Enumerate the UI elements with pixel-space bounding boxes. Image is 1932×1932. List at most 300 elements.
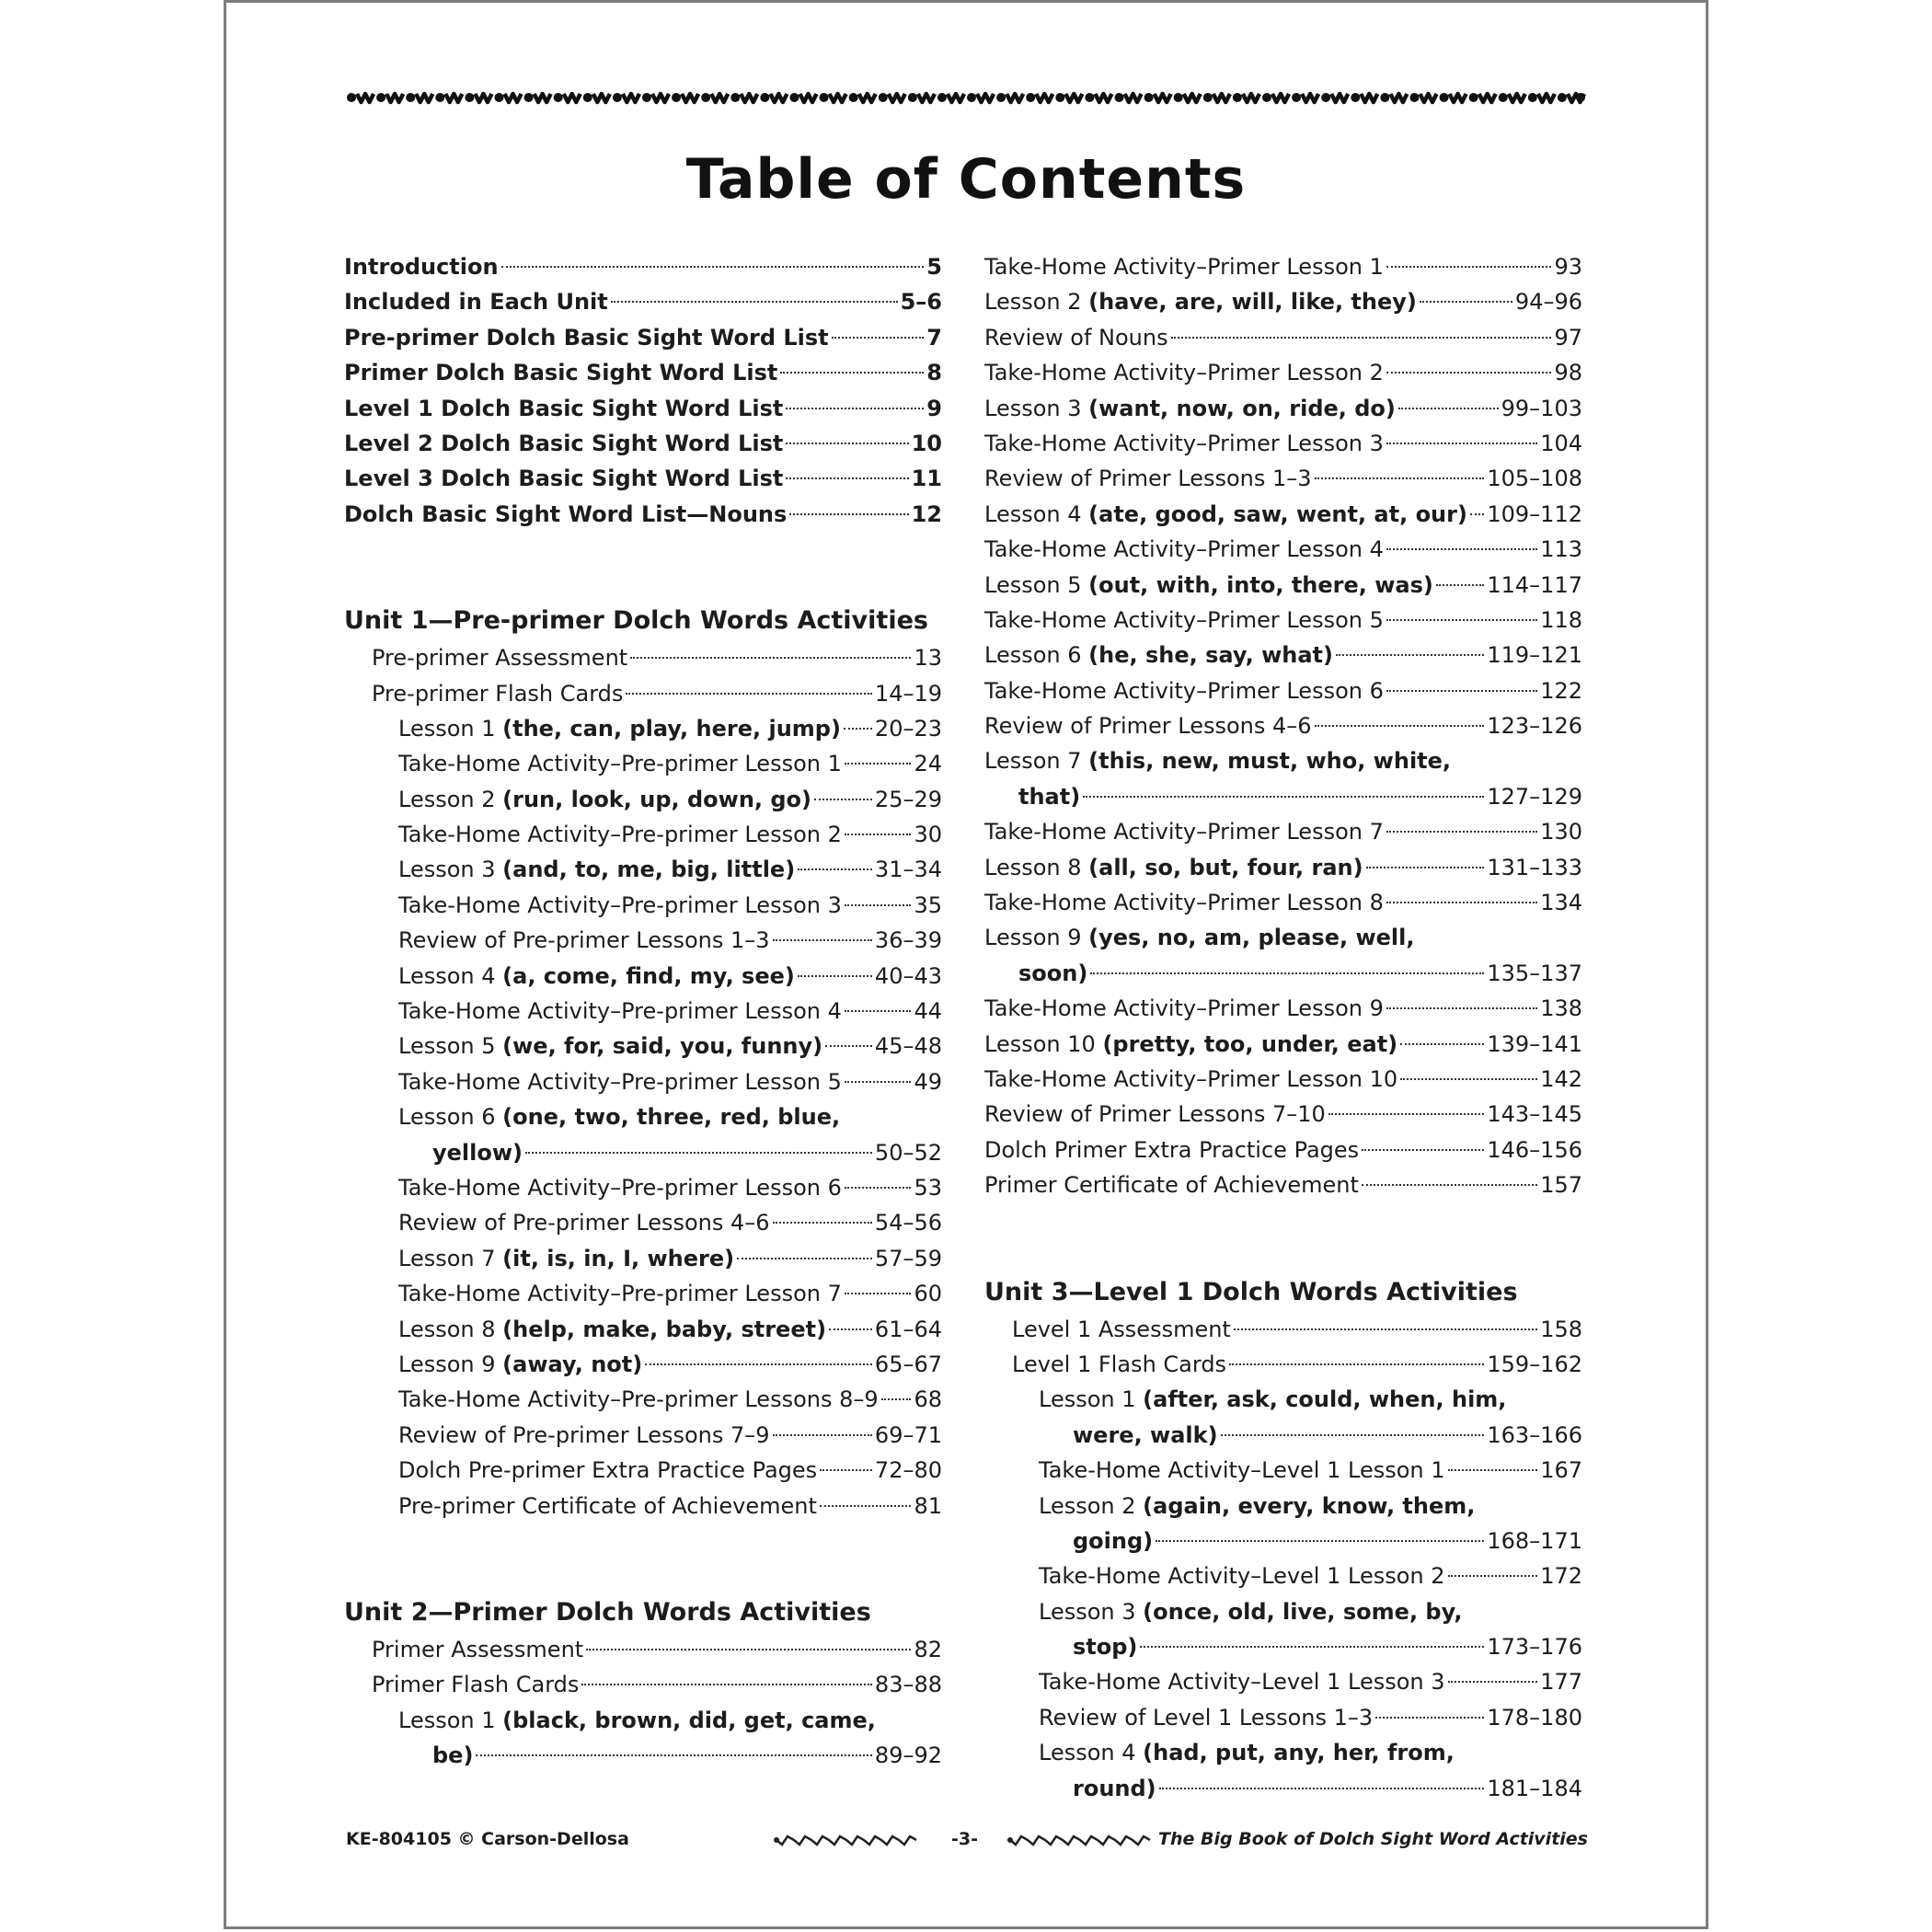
dot-leader bbox=[845, 1081, 912, 1083]
toc-page-number: 8 bbox=[926, 360, 942, 386]
toc-entry-title: Level 1 Dolch Basic Sight Word List bbox=[344, 395, 784, 421]
toc-entry-title: Lesson 6 bbox=[984, 642, 1082, 669]
dot-leader bbox=[1436, 584, 1485, 586]
toc-entry-sight-words: (and, to, me, big, little) bbox=[502, 857, 796, 883]
toc-entry-sight-words: round) bbox=[1073, 1775, 1156, 1801]
footer-page-number: -3- bbox=[951, 1829, 978, 1849]
dot-leader bbox=[630, 657, 911, 659]
dot-leader bbox=[844, 728, 872, 730]
toc-page-number: 5–6 bbox=[900, 289, 942, 316]
dot-leader bbox=[1470, 513, 1484, 515]
toc-page-number: 135–137 bbox=[1487, 960, 1582, 986]
toc-entry-label bbox=[398, 1382, 879, 1417]
toc-entry-title: Primer Assessment bbox=[372, 1636, 584, 1662]
toc-entry bbox=[984, 991, 1582, 1026]
toc-entry-title: Review of Pre-primer Lessons 4–6 bbox=[398, 1210, 770, 1236]
toc-entry-label bbox=[398, 923, 770, 958]
toc-entry bbox=[984, 1347, 1582, 1382]
dot-leader bbox=[798, 975, 872, 977]
toc-entry bbox=[344, 320, 942, 355]
toc-entry-sight-words: (the, can, play, here, jump) bbox=[502, 715, 841, 742]
toc-entry-label bbox=[984, 1027, 1397, 1062]
dot-leader bbox=[1083, 796, 1484, 798]
toc-entry bbox=[984, 391, 1582, 426]
toc-entry bbox=[984, 1167, 1582, 1202]
toc-entry bbox=[344, 461, 942, 496]
toc-entry-sight-words: (pretty, too, under, eat) bbox=[1102, 1030, 1398, 1057]
toc-entry-title: Lesson 1 bbox=[398, 1707, 496, 1733]
toc-entry-title: Pre-primer Dolch Basic Sight Word List bbox=[344, 324, 829, 351]
toc-entry-label bbox=[984, 461, 1312, 496]
toc-entry-title: Take-Home Activity–Pre-primer Lesson 6 bbox=[398, 1174, 842, 1201]
toc-page-number: 181–184 bbox=[1487, 1775, 1582, 1801]
toc-entry bbox=[344, 640, 942, 675]
toc-page-number: 138 bbox=[1540, 995, 1582, 1022]
toc-entry-label bbox=[1018, 779, 1080, 814]
toc-page-number: 139–141 bbox=[1487, 1030, 1582, 1057]
toc-entry-label bbox=[1039, 1700, 1373, 1735]
toc-entry bbox=[344, 1738, 942, 1773]
toc-entry-label bbox=[398, 1241, 734, 1276]
toc-entry-title: Lesson 1 bbox=[1039, 1386, 1136, 1413]
toc-entry bbox=[344, 1347, 942, 1382]
dot-leader bbox=[820, 1505, 912, 1507]
toc-entry bbox=[984, 497, 1582, 532]
toc-entry-label bbox=[398, 1170, 842, 1205]
toc-entry-title: Lesson 5 bbox=[398, 1033, 496, 1060]
dot-leader bbox=[786, 408, 924, 409]
page-footer bbox=[346, 1825, 1588, 1857]
toc-entry bbox=[984, 779, 1582, 814]
toc-page-number: 94–96 bbox=[1514, 289, 1582, 316]
toc-entry-title: Take-Home Activity–Pre-primer Lesson 1 bbox=[398, 751, 842, 777]
toc-page-number: 163–166 bbox=[1487, 1421, 1582, 1448]
toc-entry-title: Lesson 3 bbox=[398, 857, 496, 883]
dot-leader bbox=[1362, 1149, 1484, 1151]
toc-page-number: 177 bbox=[1540, 1669, 1582, 1696]
toc-entry-label bbox=[984, 1133, 1359, 1167]
toc-entry-label bbox=[984, 320, 1168, 355]
toc-entry-label bbox=[344, 249, 499, 284]
toc-entry-title: Primer Certificate of Achievement bbox=[984, 1172, 1359, 1199]
toc-entry-label bbox=[1018, 956, 1087, 991]
toc-entry-title: Dolch Pre-primer Extra Practice Pages bbox=[398, 1457, 818, 1484]
toc-entry bbox=[984, 1558, 1582, 1593]
toc-page-number: 5 bbox=[926, 254, 942, 280]
toc-entry bbox=[984, 249, 1582, 284]
toc-entry-title: Lesson 7 bbox=[984, 748, 1082, 775]
toc-page-number: 10 bbox=[911, 430, 942, 456]
toc-entry-label bbox=[398, 1099, 840, 1134]
toc-page-number: 122 bbox=[1540, 677, 1582, 704]
toc-entry-title: Level 2 Dolch Basic Sight Word List bbox=[344, 430, 784, 456]
toc-page-number: 53 bbox=[914, 1174, 942, 1201]
toc-entry bbox=[344, 1667, 942, 1702]
toc-page-number: 14–19 bbox=[874, 680, 942, 707]
toc-entry-label bbox=[984, 497, 1467, 532]
toc-page-number: 7 bbox=[926, 324, 942, 351]
toc-entry bbox=[984, 1027, 1582, 1062]
toc-entry bbox=[984, 1062, 1582, 1097]
toc-entry bbox=[984, 673, 1582, 708]
toc-page-number: 168–171 bbox=[1487, 1527, 1582, 1554]
dot-leader bbox=[1375, 1717, 1484, 1719]
toc-entry bbox=[984, 426, 1582, 461]
dot-leader bbox=[1386, 690, 1537, 692]
toc-entry-title: Primer Flash Cards bbox=[372, 1672, 580, 1698]
toc-entry-label bbox=[984, 708, 1312, 743]
toc-entry-title: Level 1 Flash Cards bbox=[1012, 1351, 1227, 1377]
dot-leader bbox=[586, 1649, 911, 1650]
toc-entry-title: Lesson 4 bbox=[1039, 1740, 1136, 1766]
dot-leader bbox=[1386, 619, 1537, 621]
toc-entry-label bbox=[432, 1738, 473, 1773]
toc-page-number: 105–108 bbox=[1487, 466, 1582, 492]
toc-entry-sight-words: (it, is, in, I, where) bbox=[502, 1245, 735, 1271]
toc-page-number: 143–145 bbox=[1487, 1101, 1582, 1128]
toc-entry-title: Take-Home Activity–Pre-primer Lesson 5 bbox=[398, 1068, 842, 1095]
toc-entry-label bbox=[398, 746, 842, 781]
toc-entry-label bbox=[398, 1489, 817, 1524]
dot-leader bbox=[1140, 1646, 1484, 1648]
toc-entry bbox=[984, 1700, 1582, 1735]
toc-entry bbox=[984, 920, 1582, 955]
toc-entry-title: Pre-primer Assessment bbox=[372, 645, 628, 672]
dot-leader bbox=[737, 1258, 872, 1259]
footer-ornament-left bbox=[773, 1831, 920, 1849]
toc-entry-title: Lesson 1 bbox=[398, 715, 496, 742]
toc-entry-label bbox=[984, 850, 1363, 885]
toc-entry bbox=[344, 426, 942, 461]
toc-entry-label bbox=[398, 1064, 842, 1099]
toc-entry bbox=[344, 1276, 942, 1311]
toc-entry bbox=[344, 284, 942, 319]
toc-entry-label bbox=[984, 568, 1433, 603]
toc-entry-label bbox=[344, 461, 783, 496]
toc-page-number: 104 bbox=[1540, 430, 1582, 456]
toc-right-column bbox=[984, 249, 1582, 1806]
toc-entry-label bbox=[1073, 1418, 1218, 1453]
dot-leader bbox=[1386, 443, 1537, 444]
toc-entry-title: Level 3 Dolch Basic Sight Word List bbox=[344, 466, 784, 492]
dot-leader bbox=[789, 513, 908, 515]
dot-leader bbox=[1386, 266, 1552, 268]
toc-entry-label bbox=[398, 1029, 822, 1064]
toc-entry-label bbox=[1039, 1735, 1455, 1770]
toc-page-number: 82 bbox=[914, 1636, 942, 1662]
toc-entry bbox=[984, 814, 1582, 849]
toc-entry-title: Take-Home Activity–Primer Lesson 1 bbox=[984, 254, 1384, 280]
toc-entry-label bbox=[398, 1453, 817, 1488]
toc-entry bbox=[344, 1632, 942, 1667]
dot-leader bbox=[820, 1469, 872, 1471]
toc-entry bbox=[344, 1205, 942, 1240]
toc-page-number: 12 bbox=[911, 500, 942, 527]
toc-entry-label bbox=[1012, 1347, 1226, 1382]
toc-entry bbox=[984, 1489, 1582, 1524]
dot-leader bbox=[780, 372, 924, 374]
toc-entry bbox=[344, 1170, 942, 1205]
toc-entry-label bbox=[984, 391, 1396, 426]
front-matter-list bbox=[344, 249, 942, 532]
toc-page-number: 20–23 bbox=[874, 715, 942, 742]
toc-entry-sight-words: be) bbox=[432, 1742, 474, 1769]
toc-entry-sight-words: (once, old, live, some, by, bbox=[1143, 1598, 1463, 1625]
dot-leader bbox=[845, 834, 912, 835]
toc-page-number: 83–88 bbox=[874, 1672, 942, 1698]
dot-leader bbox=[1386, 902, 1537, 903]
toc-page-number: 36–39 bbox=[874, 927, 942, 954]
toc-entry bbox=[344, 994, 942, 1029]
toc-entry-title: Lesson 8 bbox=[398, 1316, 496, 1342]
dot-leader bbox=[1336, 654, 1484, 656]
toc-page-number: 157 bbox=[1540, 1172, 1582, 1199]
toc-entry-title: Take-Home Activity–Pre-primer Lesson 4 bbox=[398, 998, 842, 1025]
toc-entry bbox=[984, 568, 1582, 603]
unit-2-list bbox=[344, 1632, 942, 1774]
toc-page-number: 31–34 bbox=[874, 857, 942, 883]
toc-entry bbox=[344, 1453, 942, 1488]
toc-page-number: 114–117 bbox=[1487, 571, 1582, 598]
dot-leader bbox=[773, 1222, 872, 1224]
toc-page-number: 13 bbox=[914, 645, 942, 672]
toc-entry bbox=[344, 1029, 942, 1064]
toc-entry-sight-words: (he, she, say, what) bbox=[1088, 642, 1333, 669]
toc-page-number: 65–67 bbox=[874, 1351, 942, 1377]
toc-entry-label bbox=[398, 888, 842, 923]
toc-entry-title: Take-Home Activity–Level 1 Lesson 3 bbox=[1039, 1669, 1445, 1696]
toc-entry-title: Take-Home Activity–Primer Lesson 7 bbox=[984, 819, 1384, 845]
dot-leader bbox=[1362, 1184, 1537, 1186]
toc-entry-label bbox=[984, 532, 1384, 567]
toc-page-number: 167 bbox=[1540, 1457, 1582, 1484]
toc-entry bbox=[344, 355, 942, 390]
dot-leader bbox=[814, 799, 872, 800]
toc-entry-label bbox=[398, 994, 842, 1029]
toc-entry-sight-words: (black, brown, did, get, came, bbox=[502, 1707, 876, 1733]
toc-entry-label bbox=[398, 711, 841, 746]
toc-page-number: 109–112 bbox=[1487, 500, 1582, 527]
dot-leader bbox=[501, 266, 925, 268]
toc-entry-sight-words: yellow) bbox=[432, 1139, 523, 1166]
toc-page-number: 127–129 bbox=[1487, 783, 1582, 810]
toc-entry-label bbox=[1039, 1664, 1445, 1699]
toc-entry bbox=[344, 497, 942, 532]
toc-entry-title: Lesson 9 bbox=[984, 925, 1082, 951]
footer-book-title: The Big Book of Dolch Sight Word Activities bbox=[1158, 1829, 1588, 1849]
toc-entry-title: Take-Home Activity–Primer Lesson 9 bbox=[984, 995, 1384, 1022]
toc-entry bbox=[984, 956, 1582, 991]
toc-page-number: 45–48 bbox=[874, 1033, 942, 1060]
toc-entry-title: Take-Home Activity–Primer Lesson 5 bbox=[984, 606, 1384, 633]
toc-entry-title: Dolch Basic Sight Word List—Nouns bbox=[344, 500, 788, 527]
toc-entry-label bbox=[984, 249, 1384, 284]
toc-entry-label bbox=[344, 391, 783, 426]
toc-page-number: 158 bbox=[1540, 1316, 1582, 1342]
dot-leader bbox=[1420, 301, 1512, 303]
toc-entry-sight-words: (ate, good, saw, went, at, our) bbox=[1088, 500, 1467, 527]
toc-entry bbox=[984, 1382, 1582, 1417]
toc-entry-title: Review of Pre-primer Lessons 1–3 bbox=[398, 927, 770, 954]
toc-page-number: 142 bbox=[1540, 1065, 1582, 1092]
toc-entry bbox=[984, 638, 1582, 673]
dot-leader bbox=[581, 1684, 872, 1685]
toc-entry bbox=[984, 1453, 1582, 1488]
dot-leader bbox=[825, 1045, 872, 1047]
unit-3-heading: Unit 3—Level 1 Dolch Words Activities bbox=[984, 1277, 1518, 1306]
footer-product-code: KE-804105 © Carson-Dellosa bbox=[346, 1829, 629, 1849]
toc-entry-label bbox=[984, 1062, 1397, 1097]
toc-page-number: 97 bbox=[1554, 324, 1582, 351]
toc-page-number: 54–56 bbox=[874, 1210, 942, 1236]
toc-entry bbox=[344, 1099, 942, 1134]
toc-entry-label bbox=[398, 817, 842, 852]
toc-entry bbox=[984, 1312, 1582, 1347]
toc-entry-sight-words: (after, ask, could, when, him, bbox=[1143, 1386, 1507, 1413]
toc-entry-sight-words: (had, put, any, her, from, bbox=[1143, 1740, 1455, 1766]
toc-entry bbox=[984, 603, 1582, 638]
toc-page-number: 118 bbox=[1540, 606, 1582, 633]
toc-entry-title: Lesson 6 bbox=[398, 1104, 496, 1131]
toc-entry bbox=[984, 1629, 1582, 1664]
toc-entry-label bbox=[984, 673, 1384, 708]
toc-page-number: 11 bbox=[911, 466, 942, 492]
dot-leader bbox=[1398, 408, 1499, 409]
toc-entry-label bbox=[372, 640, 627, 675]
toc-entry bbox=[344, 1064, 942, 1099]
toc-entry-label bbox=[984, 426, 1384, 461]
toc-entry-title: Take-Home Activity–Primer Lesson 10 bbox=[984, 1065, 1398, 1092]
toc-entry-title: Lesson 5 bbox=[984, 571, 1082, 598]
toc-page-number: 40–43 bbox=[874, 962, 942, 989]
toc-page-number: 123–126 bbox=[1487, 713, 1582, 740]
toc-entry-label bbox=[344, 497, 787, 532]
unit-2-heading: Unit 2—Primer Dolch Words Activities bbox=[344, 1597, 871, 1627]
unit-2-continued-list bbox=[984, 249, 1582, 1203]
toc-entry-title: Lesson 4 bbox=[398, 962, 496, 989]
toc-entry-title: Take-Home Activity–Pre-primer Lessons 8–9 bbox=[398, 1386, 879, 1413]
toc-entry-label bbox=[344, 320, 829, 355]
dot-leader bbox=[829, 1328, 872, 1330]
toc-entry-label bbox=[398, 1347, 642, 1382]
toc-page-number: 61–64 bbox=[874, 1316, 942, 1342]
toc-entry bbox=[344, 852, 942, 887]
toc-entry-title: Take-Home Activity–Primer Lesson 6 bbox=[984, 677, 1384, 704]
toc-entry-label bbox=[344, 284, 608, 319]
toc-entry-label bbox=[398, 1276, 842, 1311]
toc-entry-label bbox=[398, 959, 795, 994]
dot-leader bbox=[845, 1187, 912, 1189]
toc-entry-label bbox=[398, 1703, 876, 1738]
footer-ornament-right bbox=[1006, 1831, 1154, 1849]
toc-entry bbox=[984, 1524, 1582, 1558]
toc-entry bbox=[984, 1418, 1582, 1453]
dot-leader bbox=[476, 1754, 871, 1756]
toc-entry bbox=[984, 532, 1582, 567]
toc-entry-sight-words: (help, make, baby, street) bbox=[502, 1316, 827, 1342]
toc-entry bbox=[344, 1703, 942, 1738]
dot-leader bbox=[1386, 831, 1537, 833]
toc-entry bbox=[344, 391, 942, 426]
unit-1-list bbox=[344, 640, 942, 1524]
toc-entry-title: Review of Primer Lessons 1–3 bbox=[984, 466, 1312, 492]
toc-entry-label bbox=[984, 920, 1414, 955]
toc-entry-sight-words: were, walk) bbox=[1073, 1421, 1218, 1448]
toc-entry-title: Take-Home Activity–Primer Lesson 2 bbox=[984, 360, 1384, 386]
toc-entry bbox=[344, 923, 942, 958]
unit-3-list bbox=[984, 1312, 1582, 1806]
dot-leader bbox=[845, 1010, 912, 1012]
toc-entry-label bbox=[398, 1312, 826, 1347]
toc-entry-sight-words: (run, look, up, down, go) bbox=[502, 786, 812, 812]
toc-page-number: 93 bbox=[1554, 254, 1582, 280]
dot-leader bbox=[773, 939, 872, 941]
toc-entry-label bbox=[344, 426, 783, 461]
toc-entry-title: Lesson 8 bbox=[984, 854, 1082, 880]
toc-entry-label bbox=[398, 852, 795, 887]
toc-entry-label bbox=[372, 1667, 579, 1702]
toc-entry-label bbox=[344, 355, 777, 390]
toc-page-number: 134 bbox=[1540, 890, 1582, 916]
toc-page-number: 131–133 bbox=[1487, 854, 1582, 880]
toc-entry-label bbox=[984, 991, 1384, 1026]
toc-page-number: 9 bbox=[926, 395, 942, 421]
toc-entry-title: Lesson 10 bbox=[984, 1030, 1096, 1057]
toc-page-number: 146–156 bbox=[1487, 1136, 1582, 1163]
decorative-border-ornament bbox=[346, 85, 1586, 110]
dot-leader bbox=[845, 1293, 912, 1294]
toc-page-number: 24 bbox=[914, 751, 942, 777]
page-title: Table of Contents bbox=[685, 147, 1247, 212]
dot-leader bbox=[1159, 1788, 1485, 1789]
toc-page-number: 68 bbox=[914, 1386, 942, 1413]
toc-entry bbox=[984, 743, 1582, 778]
dot-leader bbox=[645, 1363, 872, 1365]
toc-entry bbox=[344, 1382, 942, 1417]
toc-entry-title: Lesson 9 bbox=[398, 1351, 496, 1377]
toc-page-number: 44 bbox=[914, 998, 942, 1025]
toc-page-number: 119–121 bbox=[1487, 642, 1582, 669]
toc-entry bbox=[344, 1418, 942, 1453]
dot-leader bbox=[881, 1398, 912, 1400]
toc-entry bbox=[344, 817, 942, 852]
toc-page-number: 35 bbox=[914, 891, 942, 918]
toc-page-number: 25–29 bbox=[874, 786, 942, 812]
toc-page-number: 89–92 bbox=[874, 1742, 942, 1769]
toc-page-number: 99–103 bbox=[1501, 395, 1582, 421]
toc-entry bbox=[344, 1241, 942, 1276]
toc-entry-title: Lesson 7 bbox=[398, 1245, 496, 1271]
toc-entry bbox=[984, 355, 1582, 390]
toc-entry-sight-words: (again, every, know, them, bbox=[1143, 1492, 1476, 1519]
toc-entry bbox=[984, 1771, 1582, 1806]
dot-leader bbox=[1448, 1681, 1538, 1683]
toc-entry-sight-words: that) bbox=[1018, 783, 1081, 810]
toc-entry-sight-words: (out, with, into, there, was) bbox=[1088, 571, 1433, 598]
toc-entry-title: Included in Each Unit bbox=[344, 289, 608, 316]
dot-leader bbox=[1221, 1434, 1485, 1436]
dot-leader bbox=[845, 904, 912, 906]
dot-leader bbox=[1386, 372, 1552, 374]
toc-entry-title: Lesson 2 bbox=[1039, 1492, 1136, 1519]
dot-leader bbox=[845, 763, 912, 765]
toc-entry-sight-words: going) bbox=[1073, 1527, 1154, 1554]
toc-entry-label bbox=[984, 284, 1417, 319]
toc-entry-sight-words: (a, come, find, my, see) bbox=[502, 962, 795, 989]
dot-leader bbox=[832, 337, 925, 339]
toc-entry-sight-words: (this, new, must, who, white, bbox=[1088, 748, 1452, 775]
toc-entry-sight-words: (away, not) bbox=[502, 1351, 643, 1377]
